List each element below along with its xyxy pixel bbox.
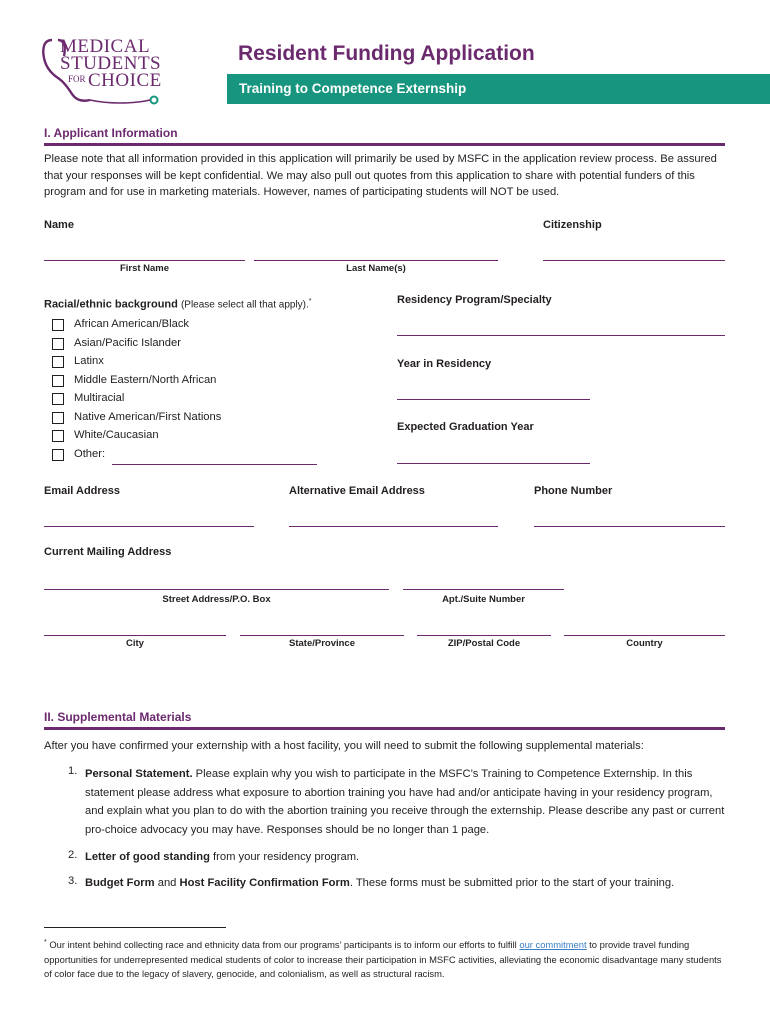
- email-field[interactable]: [44, 526, 254, 527]
- section-1-intro: Please note that all information provided in this application will primarily be used by MSFC in the application review process. Be assured that your responses will be kept confidential. We may also pull out quotes from this application to share with potential funders of this program and for use in marketing materials. However, names of participating students will NOT be used.: [44, 153, 717, 198]
- checkbox-multiracial[interactable]: [52, 393, 64, 405]
- zip-field[interactable]: [417, 635, 551, 636]
- name-label: Name: [44, 219, 74, 231]
- logo-line-3: CHOICE: [88, 70, 162, 91]
- citizenship-label: Citizenship: [543, 219, 602, 231]
- footnote-text-after: to provide travel funding opportunities for underrepresented medical students of color to increase their participation in MSFC activities, alleviating the economic disadvantage many students of color face due to the legacy of slavery, genocide, and colonialism, as well as structural racism.: [44, 939, 722, 980]
- footnote-rule: [44, 927, 226, 928]
- page-title: Resident Funding Application: [238, 42, 535, 65]
- footnote-text-before: Our intent behind collecting race and ethnicity data from our programs’ participants is to inform our efforts to fulfill: [46, 939, 520, 951]
- footnote-mark: *: [44, 939, 47, 946]
- item-3-mid: and: [154, 877, 180, 889]
- item-3-bold: Budget Form: [85, 877, 155, 889]
- country-field[interactable]: [564, 635, 725, 636]
- state-label: State/Province: [289, 638, 355, 649]
- street-label: Street Address/P.O. Box: [162, 594, 271, 605]
- state-field[interactable]: [240, 635, 404, 636]
- other-field[interactable]: [112, 464, 317, 465]
- street-field[interactable]: [44, 589, 389, 590]
- alt-email-field[interactable]: [289, 526, 498, 527]
- country-label: Country: [626, 638, 663, 649]
- racial-label: [44, 298, 312, 311]
- apt-label: Apt./Suite Number: [442, 594, 525, 605]
- option-white: White/Caucasian: [74, 429, 159, 441]
- item-3-number: 3.: [68, 875, 78, 887]
- mailing-label: Current Mailing Address: [44, 546, 172, 558]
- checkbox-african-american[interactable]: [52, 319, 64, 331]
- section-1-heading: I. Applicant Information: [44, 126, 178, 140]
- item-1-bold: Personal Statement.: [85, 768, 193, 780]
- footnote: [44, 936, 728, 982]
- option-multiracial: Multiracial: [74, 392, 125, 404]
- checkbox-asian-pacific[interactable]: [52, 338, 64, 350]
- alt-email-label: Alternative Email Address: [289, 485, 425, 497]
- racial-footnote-mark: *: [308, 298, 312, 305]
- phone-field[interactable]: [534, 526, 725, 527]
- first-name-label: First Name: [119, 263, 170, 274]
- checkbox-other[interactable]: [52, 449, 64, 461]
- year-label: Year in Residency: [397, 358, 492, 370]
- first-name-field[interactable]: [44, 260, 245, 261]
- logo-line-2: STUDENTS: [60, 53, 162, 74]
- checkbox-latinx[interactable]: [52, 356, 64, 368]
- city-field[interactable]: [44, 635, 226, 636]
- item-1-body: Please explain why you wish to participate in the MSFC’s Training to Competence Externship. In this statement please address what exposure to abortion training you have had and/or anticipate having in your residency program, and explain what you plan to do with the abortion training you receive through the externship. Please describe any past or current pro-choice advocacy you may have. Responses should be no longer than 1 page.: [85, 768, 725, 836]
- option-asian-pacific: Asian/Pacific Islander: [74, 337, 181, 349]
- section-2-rule: [44, 727, 725, 730]
- item-1-text: [85, 765, 730, 839]
- logo-line-3-small: FOR: [68, 74, 86, 84]
- section-2-heading: II. Supplemental Materials: [44, 710, 192, 724]
- item-2-body: from your residency program.: [209, 851, 360, 863]
- option-middle-eastern: Middle Eastern/North African: [74, 374, 217, 386]
- commitment-link[interactable]: our commitment: [519, 939, 587, 951]
- checkbox-white[interactable]: [52, 430, 64, 442]
- year-field[interactable]: [397, 399, 590, 400]
- zip-label: ZIP/Postal Code: [447, 638, 521, 649]
- graduation-label: Expected Graduation Year: [397, 421, 534, 433]
- checkbox-native-american[interactable]: [52, 412, 64, 424]
- checkbox-middle-eastern[interactable]: [52, 375, 64, 387]
- graduation-field[interactable]: [397, 463, 590, 464]
- racial-label-text: Racial/ethnic background: [44, 298, 178, 311]
- residency-label: Residency Program/Specialty: [397, 294, 552, 306]
- banner-text: Training to Competence Externship: [239, 81, 467, 96]
- item-2-number: 2.: [68, 849, 78, 861]
- item-2-bold: Letter of good standing: [85, 851, 210, 863]
- option-african-american: African American/Black: [74, 318, 190, 330]
- logo-line-1: MEDICAL: [60, 36, 151, 57]
- citizenship-field[interactable]: [543, 260, 725, 261]
- item-3-body: . These forms must be submitted prior to the start of your training.: [349, 877, 675, 889]
- item-3-bold-2: Host Facility Confirmation Form: [179, 877, 350, 889]
- option-other: Other:: [74, 448, 106, 460]
- option-native-american: Native American/First Nations: [74, 411, 222, 423]
- logo: [38, 34, 178, 110]
- apt-field[interactable]: [403, 589, 564, 590]
- city-label: City: [126, 638, 144, 649]
- last-name-field[interactable]: [254, 260, 498, 261]
- item-3-text: [85, 875, 730, 892]
- racial-note: (Please select all that apply).: [180, 299, 309, 311]
- last-name-label: Last Name(s): [346, 263, 406, 274]
- email-label: Email Address: [44, 485, 121, 497]
- section-1-rule: [44, 143, 725, 146]
- residency-field[interactable]: [397, 335, 725, 336]
- item-2-text: [85, 849, 730, 866]
- option-latinx: Latinx: [74, 355, 104, 367]
- phone-label: Phone Number: [534, 485, 613, 497]
- item-1-number: 1.: [68, 765, 78, 777]
- title-banner: [227, 74, 770, 104]
- section-2-intro: After you have confirmed your externship with a host facility, you will need to submit the following supplemental materials:: [44, 740, 644, 752]
